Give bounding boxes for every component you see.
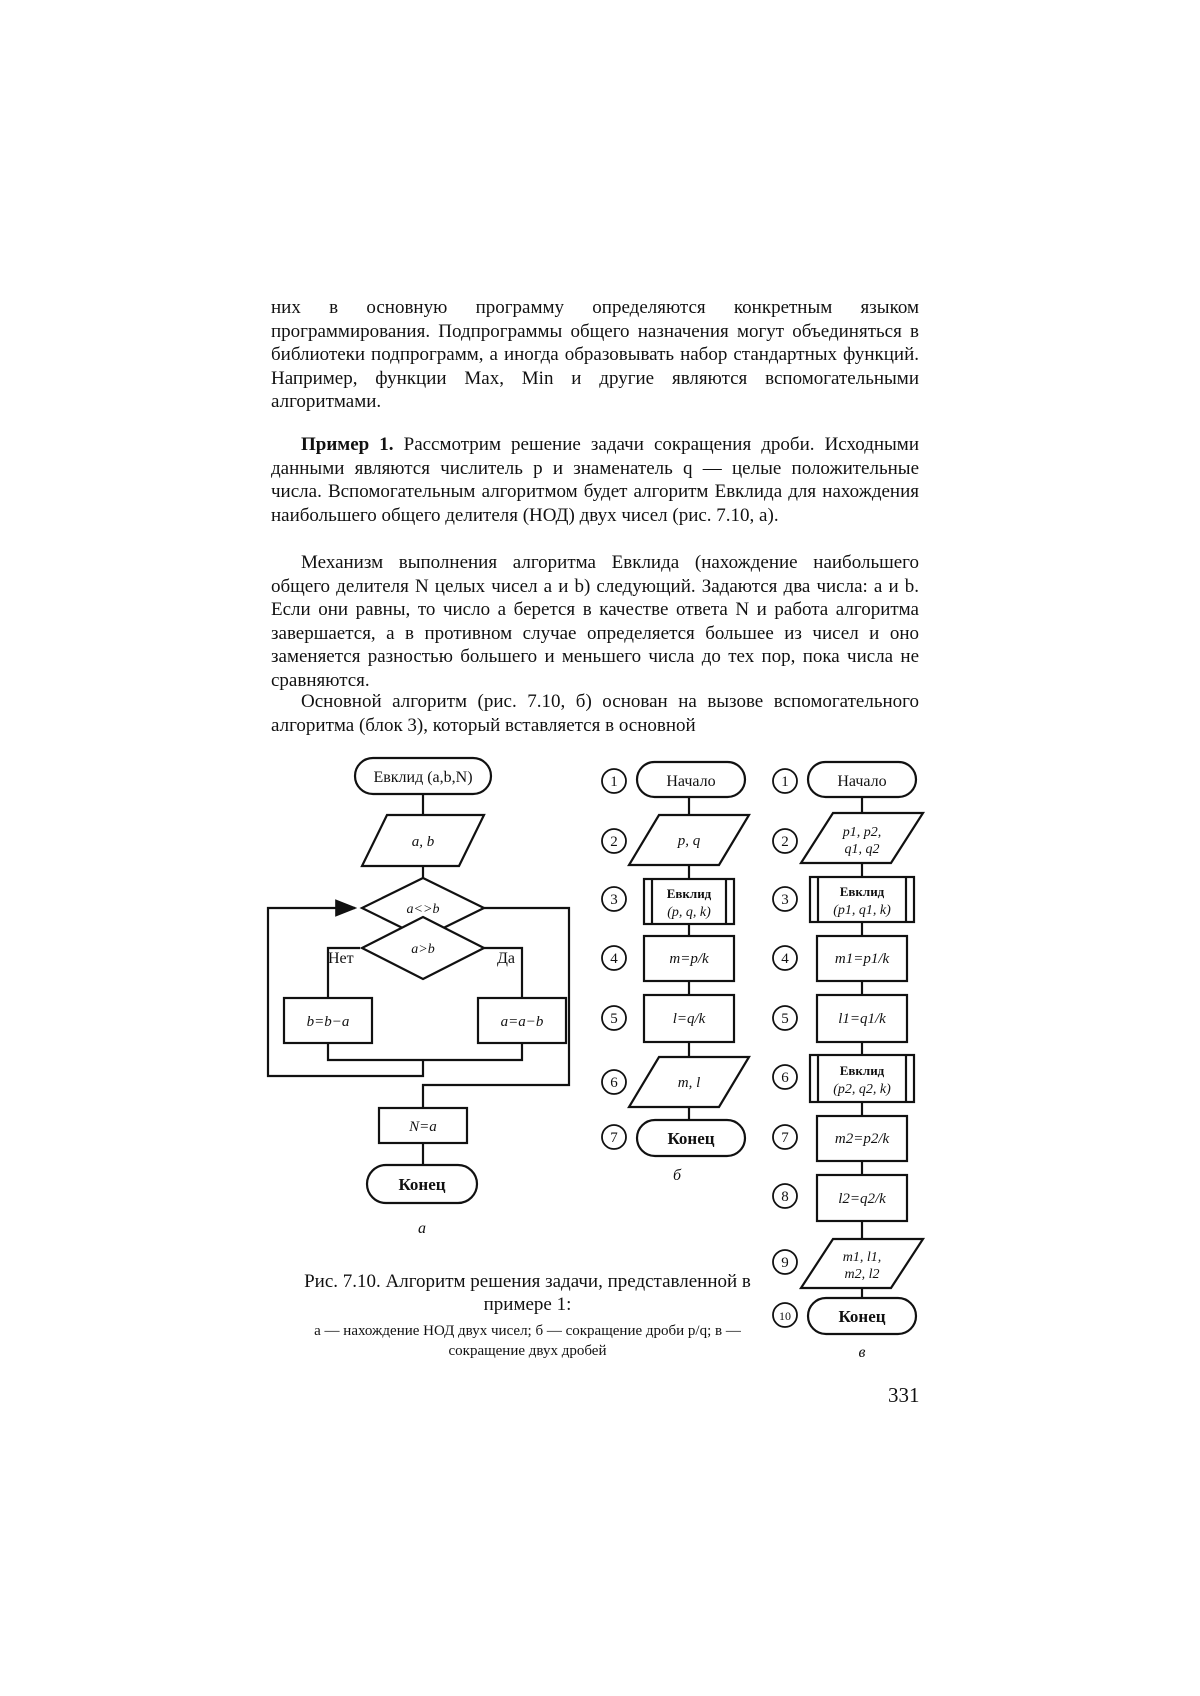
c-step-number: 1 (781, 774, 789, 790)
right-action-label: a=a−b (500, 1014, 544, 1030)
sublabel-b: б (672, 1167, 682, 1184)
yes-label: Да (497, 950, 516, 967)
c-call1-line2: (p1, q1, k) (833, 903, 891, 918)
c-end-label: Конец (838, 1307, 886, 1326)
b-step-numbers (602, 769, 626, 1149)
c-step4-label: m1=p1/k (834, 951, 890, 967)
intro-paragraph: них в основную программу определяются конкретным языком программирования. Подпрограммы общего назначения могут объединяться в библиотеки подпрограмм, а иногда образовывать набор стандартных функций. Например, функции Max, Min и другие являются вспомогательными алгоритмами. (271, 297, 919, 412)
main-algorithm-paragraph: Основной алгоритм (рис. 7.10, б) основан на вызове вспомогательного алгоритма (блок 3), который вставляется в основной (271, 691, 919, 736)
b-step-number: 2 (610, 834, 618, 850)
c-output-line1: m1, l1, (842, 1250, 882, 1265)
condition-neq-label: a<>b (406, 902, 440, 917)
b-output-label: m, l (677, 1075, 701, 1091)
b-step4-label: m=p/k (669, 951, 709, 967)
figure-caption-title: Рис. 7.10. Алгоритм решения задачи, представленной в примере 1: (304, 1271, 751, 1315)
c-step-number: 6 (781, 1070, 789, 1086)
b-step-number: 1 (610, 774, 618, 790)
left-action-label: b=b−a (306, 1014, 350, 1030)
start-label: Евклид (a,b,N) (373, 769, 473, 786)
figure-caption-legend: а — нахождение НОД двух чисел; б — сокращение дроби p/q; в — сокращение двух дробей (314, 1323, 741, 1359)
example-label: Пример 1. (301, 434, 394, 455)
c-step8-label: l2=q2/k (838, 1191, 886, 1207)
c-step-number: 2 (781, 834, 789, 850)
c-step-number: 7 (781, 1130, 789, 1146)
c-step-number: 3 (781, 892, 789, 908)
no-label: Нет (328, 950, 354, 967)
page-number: 331 (888, 1383, 920, 1407)
c-call2-line2: (p2, q2, k) (833, 1082, 891, 1097)
condition-gt-label: a>b (411, 942, 435, 957)
end-label: Конец (398, 1175, 446, 1194)
b-input-label: p, q (677, 833, 701, 849)
c-start-label: Начало (837, 773, 887, 790)
c-step-number: 4 (781, 951, 789, 967)
c-output-line2: m2, l2 (844, 1267, 880, 1282)
b-end-label: Конец (667, 1129, 715, 1148)
b-start-label: Начало (666, 773, 716, 790)
diagram-c (773, 762, 923, 1361)
sublabel-a: а (418, 1220, 426, 1237)
input-label: a, b (411, 834, 435, 850)
c-step5-label: l1=q1/k (838, 1011, 886, 1027)
result-label: N=a (409, 1119, 437, 1135)
c-call1-line1: Евклид (839, 884, 885, 899)
b-step-number: 6 (610, 1075, 618, 1091)
c-step-number: 10 (779, 1309, 791, 1323)
c-input-line2: q1, q2 (844, 842, 880, 857)
diagram-a (268, 758, 569, 1237)
b-call-line1: Евклид (666, 886, 712, 901)
c-step-number: 8 (781, 1189, 789, 1205)
b-step-number: 5 (610, 1011, 618, 1027)
mechanism-paragraph: Механизм выполнения алгоритма Евклида (нахождение наибольшего общего делителя N целых чисел a и b) следующий. Задаются два числа: a и b. Если они равны, то число a берется в качестве ответа N и работа алгоритма завершается, а в противном случае определяется большее из чисел и оно заменяется разностью большего и меньшего числа до тех пор, пока числа не сравняются. (271, 552, 919, 691)
c-step-number: 9 (781, 1255, 789, 1271)
b-step5-label: l=q/k (672, 1011, 706, 1027)
c-step-number: 5 (781, 1011, 789, 1027)
c-input-line1: p1, p2, (842, 825, 882, 840)
c-call2-line1: Евклид (839, 1063, 885, 1078)
b-step-number: 4 (610, 951, 618, 967)
c-step7-label: m2=p2/k (834, 1131, 890, 1147)
c-step-numbers (773, 769, 797, 1327)
b-step-number: 7 (610, 1130, 618, 1146)
b-step-number: 3 (610, 892, 618, 908)
sublabel-c: в (858, 1344, 866, 1361)
b-call-line2: (p, q, k) (667, 905, 711, 920)
diagram-b (602, 762, 749, 1184)
example-text: Рассмотрим решение задачи сокращения дроби. Исходными данными являются числитель p и знаменатель q — целые положительные числа. Вспомогательным алгоритмом будет алгоритм Евклида для нахождения наибольшего общего делителя (НОД) двух чисел (рис. 7.10, а). (271, 434, 919, 526)
